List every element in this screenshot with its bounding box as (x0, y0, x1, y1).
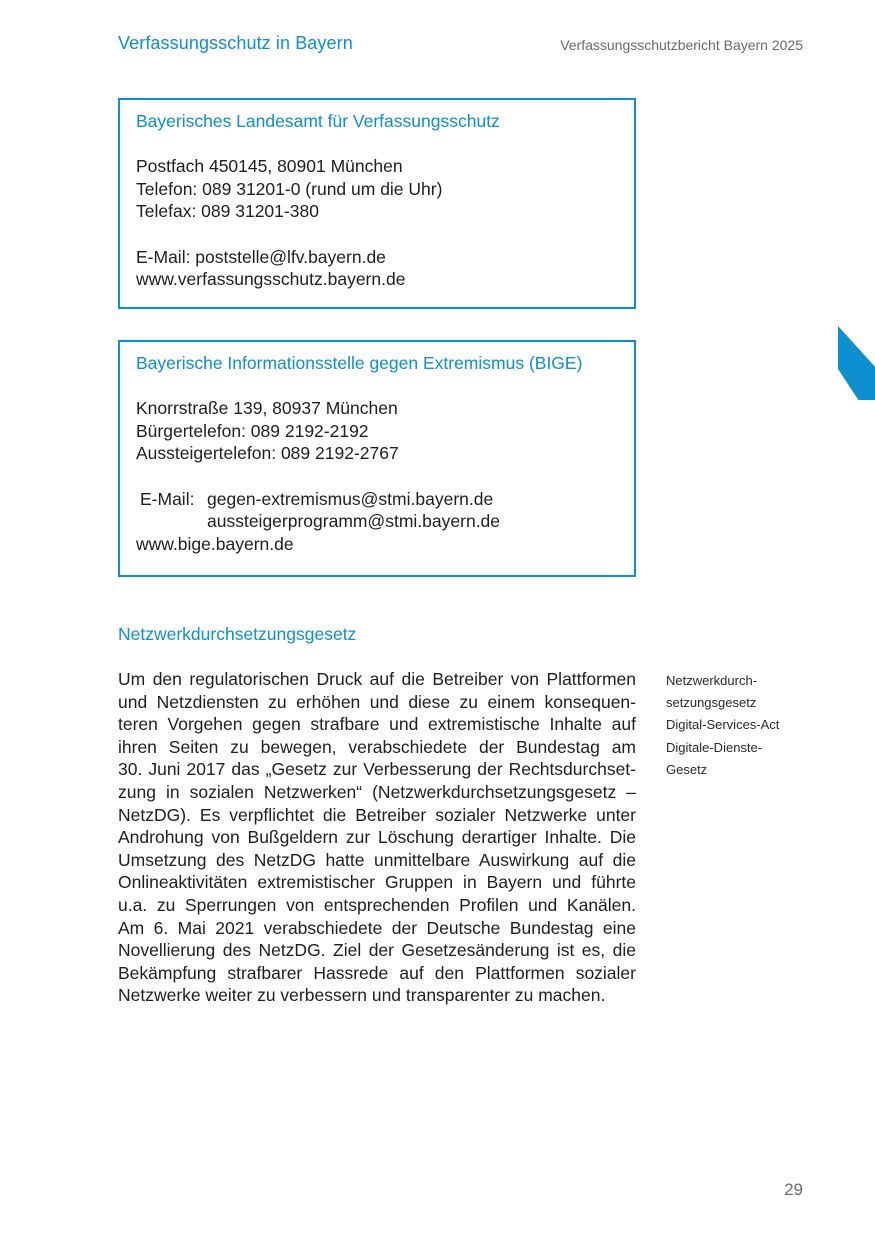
exit-phone: Aussteigertelefon: 089 2192-2767 (136, 443, 399, 464)
margin-keyword: Digital-Services-Act (666, 717, 780, 733)
paragraph-line: Umsetzung des NetzDG hatte unmittelbare Auswirkung auf die (118, 849, 636, 870)
paragraph-line: 30. Juni 2017 das „Gesetz zur Verbesserung der Rechtsdurchset- (118, 759, 636, 780)
margin-keyword: setzungsgesetz (666, 695, 757, 711)
header-section-title: Verfassungsschutz in Bayern (118, 33, 353, 53)
margin-keyword: Digitale-Dienste- (666, 739, 763, 755)
chapter-tab-marker (838, 326, 875, 400)
postal-address: Postfach 450145, 80901 München (136, 156, 403, 177)
margin-keyword: Netzwerkdurch- (666, 673, 758, 688)
paragraph-line: Bekämpfung strafbarer Hassrede auf den Plattformen sozialer (118, 962, 636, 983)
paragraph-line: zung in sozialen Netzwerken“ (Netzwerkdurchsetzungsgesetz – (118, 781, 636, 802)
paragraph-line: u.a. zu Sperrungen von entsprechenden Profilen und Kanälen. (118, 894, 636, 915)
paragraph-line: Novellierung des NetzDG. Ziel der Gesetzesänderung ist es, die (118, 940, 636, 961)
paragraph-line: und Netzdiensten zu erhöhen und diese zu einem konsequen- (118, 691, 636, 712)
paragraph-line: Um den regulatorischen Druck auf die Betreiber von Plattformen (118, 669, 636, 689)
section-heading: Netzwerkdurchsetzungsgesetz (118, 624, 357, 644)
email-address: gegen-extremismus@stmi.bayern.de (207, 488, 494, 509)
contact-box-bige (118, 340, 636, 577)
paragraph-line: Androhung von Bußgeldern zur Löschung derartiger Inhalte. Die (118, 827, 636, 848)
contact-box-title: Bayerisches Landesamt für Verfassungsschutz (136, 111, 500, 131)
phone-number: Telefon: 089 31201-0 (rund um die Uhr) (136, 178, 443, 199)
email-label: E-Mail: (140, 488, 195, 509)
paragraph-line: teren Vorgehen gegen strafbare und extremistische Inhalte auf (118, 714, 636, 735)
postal-address: Knorrstraße 139, 80937 München (136, 398, 398, 419)
paragraph-line: Netzwerke weiter zu verbessern und transparenter zu machen. (118, 985, 606, 1006)
body-paragraph (118, 668, 636, 1007)
header-report-title: Verfassungsschutzbericht Bayern 2025 (560, 37, 803, 53)
paragraph-line: ihren Seiten zu bewegen, verabschiedete der Bundestag am (118, 736, 636, 757)
paragraph-line: NetzDG). Es verpflichtet die Betreiber sozialer Netzwerke unter (118, 804, 636, 825)
email-row (140, 488, 634, 533)
paragraph-line: Am 6. Mai 2021 verabschiedete der Deutsche Bundestag eine (118, 917, 636, 938)
citizen-phone: Bürgertelefon: 089 2192-2192 (136, 420, 369, 441)
page-number: 29 (784, 1180, 803, 1199)
paragraph-line: Onlineaktivitäten extremistischer Gruppen in Bayern und führte (118, 872, 636, 893)
website-url: www.verfassungsschutz.bayern.de (136, 269, 406, 290)
fax-number: Telefax: 089 31201-380 (136, 201, 319, 222)
margin-keyword: Gesetz (666, 761, 708, 777)
margin-keywords (666, 670, 779, 781)
email-address: E-Mail: poststelle@lfv.bayern.de (136, 246, 386, 267)
email-address: aussteigerprogramm@stmi.bayern.de (207, 511, 501, 532)
contact-box-title: Bayerische Informationsstelle gegen Extremismus (BIGE) (136, 353, 583, 373)
contact-box-lfv (118, 98, 636, 309)
website-url: www.bige.bayern.de (136, 533, 294, 554)
